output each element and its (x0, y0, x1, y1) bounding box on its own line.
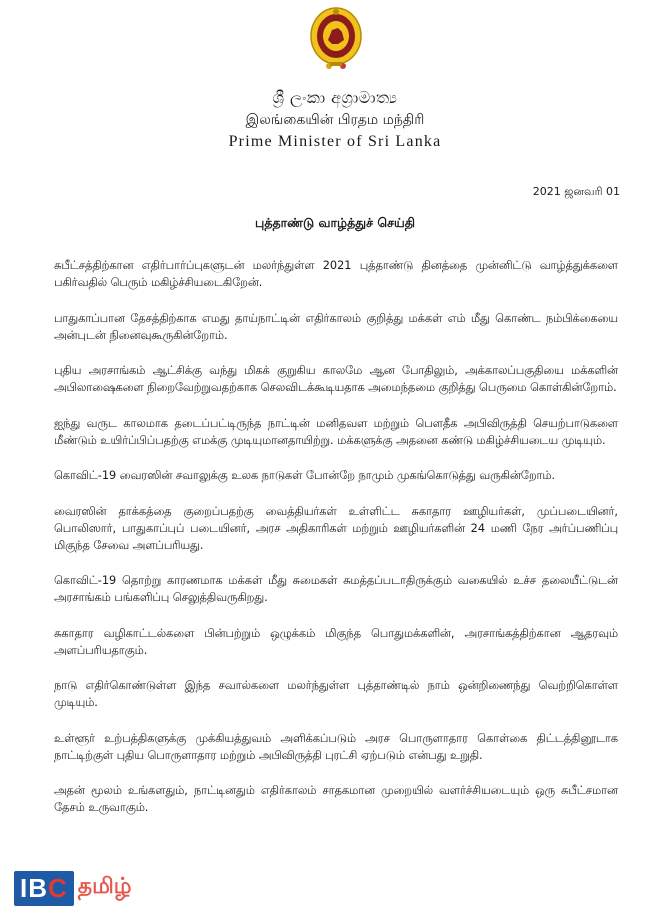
paragraph: ஐந்து வருட காலமாக தடைப்பட்டிருந்த நாட்டின் மனிதவள மற்றும் பௌதீக அபிவிருத்தி செயற்பாடுகளை மீண்டும் உயிர்ப்பிப்பதற்கு எமக்கு முடியுமானதாயிற்று. மக்களுக்கு அதனை கண்டு மகிழ்ச்சியடைய முடியும். (54, 416, 618, 447)
letterhead-tamil: இலங்கையின் பிரதம மந்திரி (245, 112, 425, 128)
paragraph: உள்ளூர் உற்பத்திகளுக்கு முக்கியத்துவம் அளிக்கப்படும் அரச பொருளாதார கொள்கை திட்டத்தினூடாக நாட்டிற்குள் புதிய பொருளாதார மற்றும் அபிவிருத்தி புரட்சி ஏற்படும் என்பது உறுதி. (54, 731, 618, 762)
sri-lanka-emblem-icon (308, 4, 364, 72)
paragraph: புதிய அரசாங்கம் ஆட்சிக்கு வந்து மிகக் குறுகிய காலமே ஆன போதிலும், அக்காலப்பகுதியை மக்களின் அபிலாஷைகளை நிறைவேற்றுவதற்காக செலவிடக்கூடியதாக அமைந்தமை குறித்து பெருமை கொள்கின்றோம். (54, 364, 618, 394)
ibc-tamil-watermark-logo (14, 868, 131, 908)
paragraph: நாடு எதிர்கொண்டுள்ள இந்த சவால்களை மலர்ந்துள்ள புத்தாண்டில் நாம் ஒன்றிணைந்து வெற்றிகொள்ள முடியும். (54, 679, 618, 709)
paragraph: பாதுகாப்பான தேசத்திற்காக எமது தாய்நாட்டின் எதிர்காலம் குறித்து மக்கள் எம் மீது கொண்ட நம்பிக்கையை அன்புடன் நினைவுகூருகின்றோம். (54, 311, 618, 342)
message-body (54, 257, 618, 835)
ibc-logo-mark: IBC (14, 871, 74, 906)
document-date: 2021 ஜனவரி 01 (532, 185, 620, 198)
document-title: புத்தாண்டு வாழ்த்துச் செய்தி (255, 215, 415, 230)
letterhead-english: Prime Minister of Sri Lanka (228, 133, 442, 150)
paragraph: கொவிட்-19 வைரஸின் சவாலுக்கு உலக நாடுகள் போன்றே நாமும் முகங்கொடுத்து வருகின்றோம். (54, 469, 556, 482)
paragraph: கொவிட்-19 தொற்று காரணமாக மக்கள் மீது சுமைகள் சுமத்தப்படாதிருக்கும் வகையில் உச்ச தலையீட்டுடன் அரசாங்கம் பங்களிப்பு செலுத்திவருகிறது. (54, 574, 618, 604)
paragraph: வைரஸின் தாக்கத்தை குறைப்பதற்கு வைத்தியர்கள் உள்ளிட்ட சுகாதார ஊழியர்கள், முப்படையினர், பொலிஸார், பாதுகாப்புப் படையினர், அரச அதிகாரிகள் மற்றும் ஊழியர்களின் 24 மணி நேர அர்ப்பணிப்பு மிகுந்த சேவை அளப்பரியது. (54, 504, 618, 552)
ibc-logo-tamil-text: தமிழ் (77, 874, 132, 899)
paragraph: சுகாதார வழிகாட்டல்களை பின்பற்றும் ஒழுக்கம் மிகுந்த பொதுமக்களின், அரசாங்கத்திற்கான ஆதரவும் அளப்பரியதாகும். (54, 626, 618, 657)
paragraph: அதன் மூலம் உங்களதும், நாட்டினதும் எதிர்காலம் சாதகமான முறையில் வளர்ச்சியடையும் ஒரு சுபீட்சமான தேசம் உருவாகும். (54, 784, 618, 814)
paragraph: சுபீட்சத்திற்கான எதிர்பார்ப்புகளுடன் மலர்ந்துள்ள 2021 புத்தாண்டு தினத்தை முன்னிட்டு வாழ்த்துக்களை பகிர்வதில் பெரும் மகிழ்ச்சியடைகிறேன். (54, 259, 618, 289)
letterhead-sinhala: ශ්‍රී ලංකා අග්‍රාමාත්‍ය (272, 88, 398, 107)
